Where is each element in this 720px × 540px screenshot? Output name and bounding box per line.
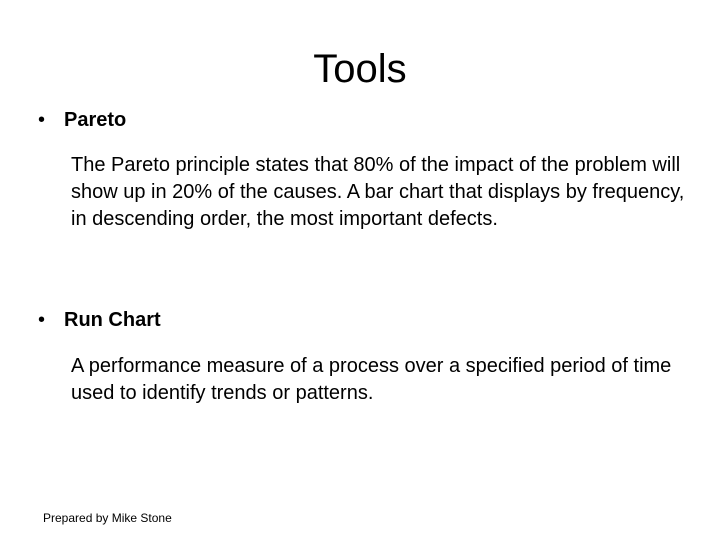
footer-credit: Prepared by Mike Stone — [43, 511, 172, 525]
bullet-heading: Pareto — [64, 109, 127, 131]
slide-title: Tools — [313, 47, 407, 91]
bullet-marker: • — [38, 309, 46, 331]
bullet-description: The Pareto principle states that 80% of the impact of the problem will show up in 20% of the causes. A bar chart that displays by frequency, in descending order, the most important defects. — [71, 154, 685, 230]
bullet-item-pareto — [38, 108, 126, 132]
bullet-marker: • — [38, 109, 46, 131]
bullet-item-run-chart — [38, 308, 161, 332]
bullet-heading: Run Chart — [64, 309, 161, 331]
bullet-description: A performance measure of a process over a specified period of time used to identify trends or patterns. — [71, 355, 672, 404]
